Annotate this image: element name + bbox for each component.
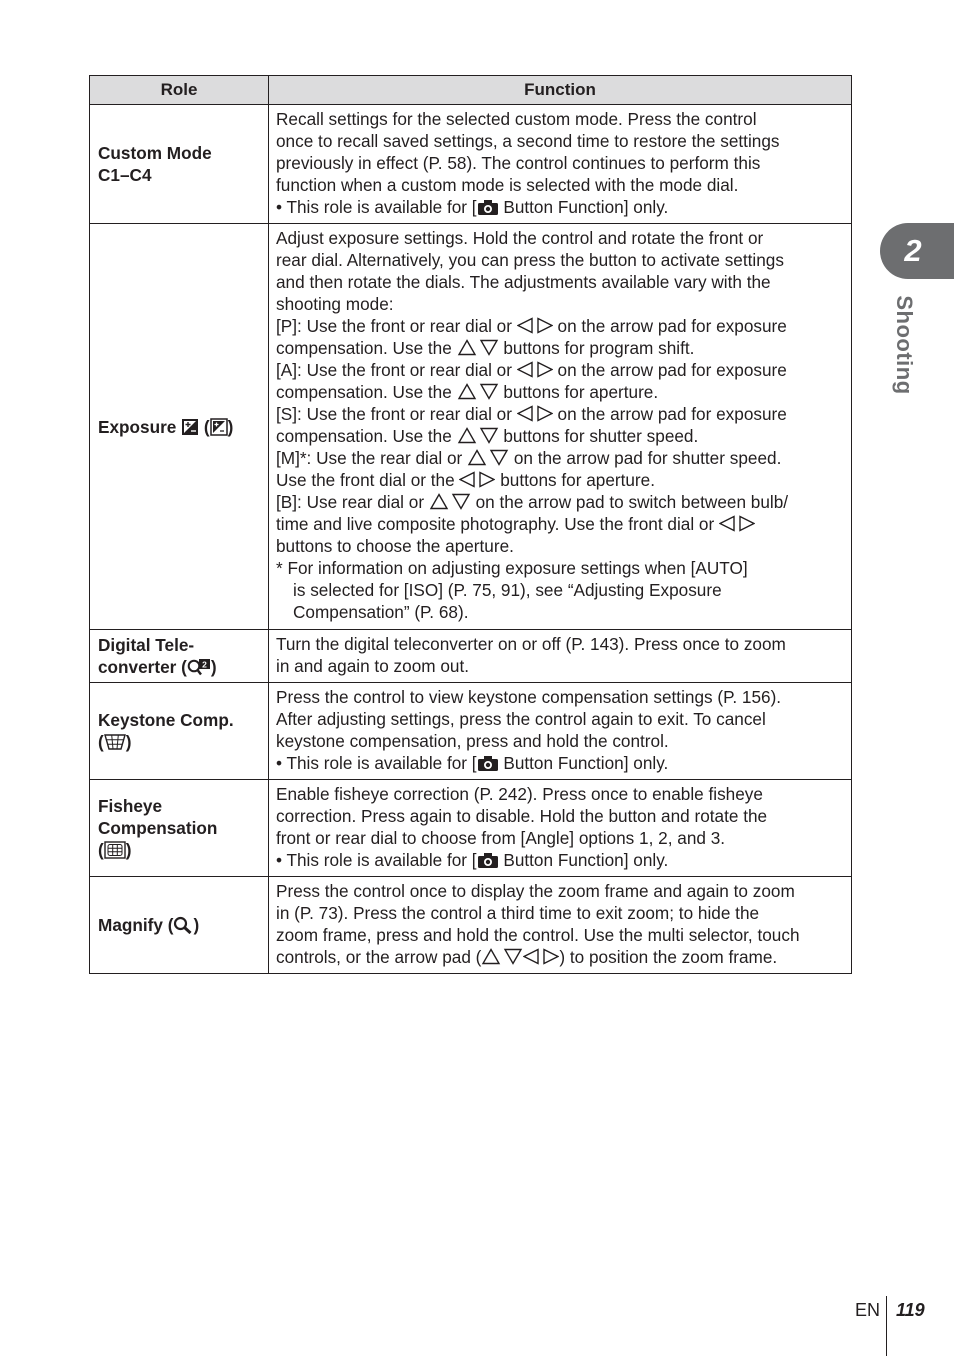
table-row: [90, 780, 852, 877]
table-header-row: [90, 76, 852, 105]
table-row: [90, 630, 852, 683]
chapter-tab: [880, 223, 954, 279]
camera-icon: [477, 852, 499, 869]
footnote: * For information on adjusting exposure settings when [AUTO]: [276, 558, 748, 578]
arrow-up-down-icon: [457, 427, 499, 444]
arrow-up-down-icon: [457, 383, 499, 400]
role-cell: Magnify ( ): [90, 877, 269, 974]
arrow-left-right-icon: [459, 471, 495, 488]
function-cell: Adjust exposure settings. Hold the control and rotate the front or rear dial. Alternatively, you can press the button to activate settings and then rotate the dials. The adjustments available vary with the shooting mode: [P]: Use the front or rear dial or on the arrow pad for exposure compensation. Use the buttons for program shift. [A]: Use the front or rear dial or on the arrow pad for exposure compensation. Use the buttons for aperture. [S]: Use the front or rear dial or on the arrow pad for exposure compensation. Use the buttons for shutter speed. [M]*: Use the rear dial or on the arrow pad for shutter speed. Use the front dial or the buttons for aperture. [B]: Use rear dial or on the arrow pad to switch between bulb/ time and live composite photography. Use the front dial or buttons to choose the aperture. * For information on adjusting exposure settings when [AUTO] is selected for [ISO] (P. 75, 91), see “Adjusting Exposure Compensation” (P. 68).: [269, 224, 852, 630]
role-cell: Keystone Comp. ( ): [90, 683, 269, 780]
exposure-boxed-icon: [210, 418, 228, 436]
function-cell: Recall settings for the selected custom mode. Press the control once to recall saved settings, a second time to restore the settings previously in effect (P. 58). The control continues to perform this function when a custom mode is selected with the mode dial. • This role is available for [ Button Function] only.: [269, 105, 852, 224]
function-cell: Press the control once to display the zoom frame and again to zoom in (P. 73). Press the control a third time to exit zoom; to hide the zoom frame, press and hold the control. Use the multi selector, touch controls, or the arrow pad ( ) to position the zoom frame.: [269, 877, 852, 974]
table-row: [90, 105, 852, 224]
header-function: Function: [269, 76, 852, 105]
svg-text:2: 2: [201, 659, 207, 670]
arrow-left-right-icon: [719, 515, 755, 532]
arrow-left-right-icon: [517, 361, 553, 378]
table-row: [90, 683, 852, 780]
availability-note: • This role is available for [ Button Function] only.: [276, 753, 669, 773]
role-cell: Digital Tele- converter ( 2 ): [90, 630, 269, 683]
camera-icon: [477, 199, 499, 216]
roles-table: [89, 75, 852, 974]
availability-note: • This role is available for [ Button Function] only.: [276, 850, 669, 870]
teleconverter-icon: [187, 658, 211, 676]
arrow-up-down-icon: [481, 948, 523, 965]
camera-icon: [477, 755, 499, 772]
function-cell: Turn the digital teleconverter on or off (P. 143). Press once to zoom in and again to zoom out.: [269, 630, 852, 683]
function-cell: Enable fisheye correction (P. 242). Press once to enable fisheye correction. Press again to disable. Hold the button and rotate the front or rear dial to choose from [Angle] options 1, 2, and 3. • This role is available for [ Button Function] only.: [269, 780, 852, 877]
chapter-number: 2: [904, 233, 922, 268]
arrow-left-right-icon: [523, 948, 559, 965]
role-cell: Custom Mode C1–C4: [90, 105, 269, 224]
arrow-up-down-icon: [457, 339, 499, 356]
arrow-up-down-icon: [429, 493, 471, 510]
footer-language: EN: [855, 1300, 881, 1320]
page-number: 119: [896, 1300, 925, 1320]
function-cell: Press the control to view keystone compensation settings (P. 156). After adjusting settings, press the control again to exit. To cancel keystone compensation, press and hold the control. • This role is available for [ Button Function] only.: [269, 683, 852, 780]
exposure-icon: [181, 418, 199, 436]
table-row: [90, 224, 852, 630]
chapter-label: Shooting: [892, 295, 917, 395]
fisheye-icon: [104, 841, 126, 859]
role-cell: Fisheye Compensation ( ): [90, 780, 269, 877]
role-cell: Exposure ( ): [90, 224, 269, 630]
arrow-up-down-icon: [467, 449, 509, 466]
arrow-left-right-icon: [517, 317, 553, 334]
availability-note: • This role is available for [ Button Function] only.: [276, 197, 669, 217]
keystone-icon: [104, 733, 126, 751]
footer-divider: [886, 1296, 887, 1356]
arrow-left-right-icon: [517, 405, 553, 422]
header-role: Role: [90, 76, 269, 105]
table-row: [90, 877, 852, 974]
magnify-icon: [173, 916, 193, 934]
